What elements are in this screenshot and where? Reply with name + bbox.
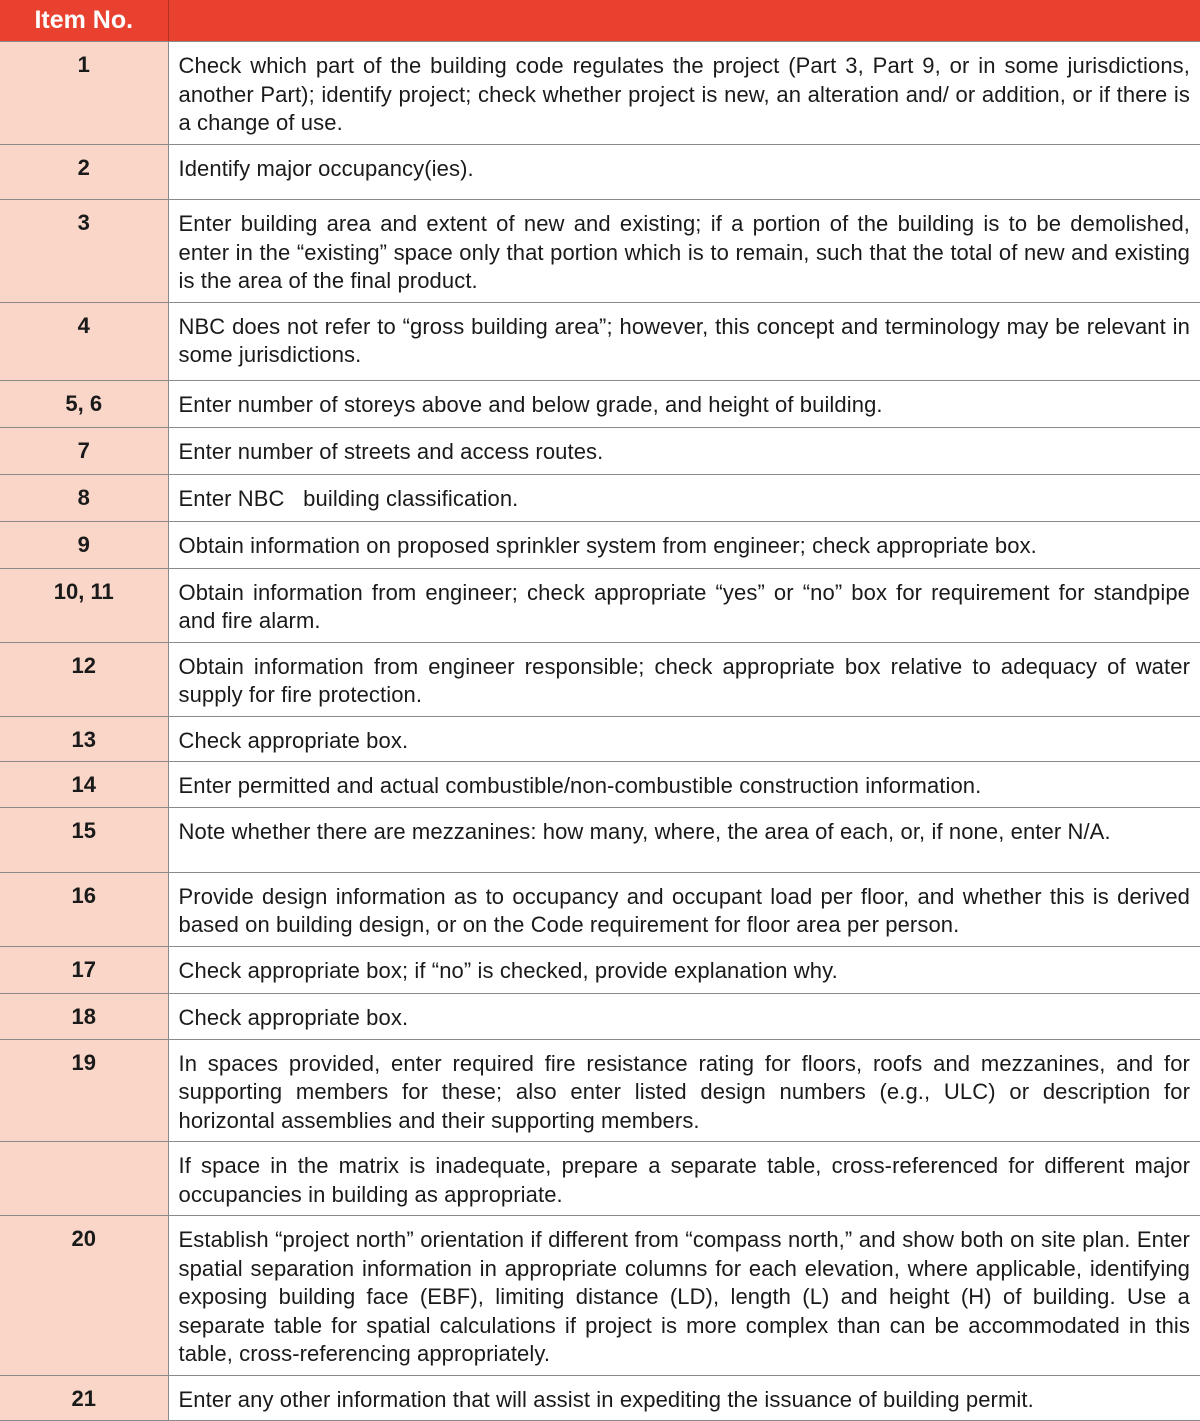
item-number: 3 [0, 200, 168, 303]
item-number: 4 [0, 302, 168, 380]
description-header [168, 0, 1200, 42]
table-row [0, 1375, 1200, 1421]
item-number: 15 [0, 807, 168, 872]
item-number: 20 [0, 1216, 168, 1376]
table-row [0, 145, 1200, 200]
item-description: Obtain information from engineer responsible; check appropriate box relative to adequacy of water supply for fire protection. [168, 642, 1200, 716]
item-description: Check appropriate box. [168, 993, 1200, 1039]
item-description: Check appropriate box; if “no” is checked, provide explanation why. [168, 946, 1200, 993]
item-number: 2 [0, 145, 168, 200]
item-number: 14 [0, 762, 168, 808]
table-row [0, 1039, 1200, 1142]
item-description: Identify major occupancy(ies). [168, 145, 1200, 200]
table-row [0, 642, 1200, 716]
table-row [0, 568, 1200, 642]
item-no-header: Item No. [0, 0, 168, 42]
item-number: 21 [0, 1375, 168, 1421]
item-number [0, 1142, 168, 1216]
item-description: If space in the matrix is inadequate, prepare a separate table, cross-referenced for different major occupancies in building as appropriate. [168, 1142, 1200, 1216]
table-row [0, 42, 1200, 145]
table-row [0, 1216, 1200, 1376]
table-row [0, 200, 1200, 303]
item-number: 10, 11 [0, 568, 168, 642]
table-body [0, 42, 1200, 1421]
item-number: 17 [0, 946, 168, 993]
item-description: Provide design information as to occupancy and occupant load per floor, and whether this is derived based on building design, or on the Code requirement for floor area per person. [168, 872, 1200, 946]
table-row [0, 993, 1200, 1039]
item-description: Enter NBC building classification. [168, 474, 1200, 521]
item-description: Check which part of the building code regulates the project (Part 3, Part 9, or in some jurisdictions, another Part); identify project; check whether project is new, an alteration and/ or addition, or if there is a change of use. [168, 42, 1200, 145]
item-number: 1 [0, 42, 168, 145]
table-row [0, 427, 1200, 474]
item-description: Obtain information from engineer; check appropriate “yes” or “no” box for requirement for standpipe and fire alarm. [168, 568, 1200, 642]
item-number: 7 [0, 427, 168, 474]
item-number: 16 [0, 872, 168, 946]
item-description: Enter permitted and actual combustible/non-combustible construction information. [168, 762, 1200, 808]
item-description: Establish “project north” orientation if different from “compass north,” and show both on site plan. Enter spatial separation information in appropriate columns for each elevation, where applicable, identifying exposing building face (EBF), limiting distance (LD), length (L) and height (H) of building. Use a separate table for spatial calculations if project is more complex than can be accommodated in this table, cross-referencing appropriately. [168, 1216, 1200, 1376]
item-description: Check appropriate box. [168, 716, 1200, 762]
item-number: 8 [0, 474, 168, 521]
item-description: Note whether there are mezzanines: how many, where, the area of each, or, if none, enter N/A. [168, 807, 1200, 872]
header-row [0, 0, 1200, 42]
item-description: Enter any other information that will assist in expediting the issuance of building permit. [168, 1375, 1200, 1421]
item-number: 19 [0, 1039, 168, 1142]
item-number: 9 [0, 521, 168, 568]
table-row [0, 474, 1200, 521]
table-row [0, 716, 1200, 762]
item-description: In spaces provided, enter required fire resistance rating for floors, roofs and mezzanines, and for supporting members for these; also enter listed design numbers (e.g., ULC) or description for horizontal assemblies and their supporting members. [168, 1039, 1200, 1142]
table-row [0, 807, 1200, 872]
table-header [0, 0, 1200, 42]
table-row [0, 762, 1200, 808]
table-row [0, 521, 1200, 568]
table-row [0, 872, 1200, 946]
item-number: 5, 6 [0, 380, 168, 427]
item-description: Enter building area and extent of new and existing; if a portion of the building is to be demolished, enter in the “existing” space only that portion which is to remain, such that the total of new and existing is the area of the final product. [168, 200, 1200, 303]
item-description: Enter number of streets and access routes. [168, 427, 1200, 474]
table-row [0, 302, 1200, 380]
item-description: NBC does not refer to “gross building area”; however, this concept and terminology may be relevant in some jurisdictions. [168, 302, 1200, 380]
item-description: Enter number of storeys above and below grade, and height of building. [168, 380, 1200, 427]
item-number: 13 [0, 716, 168, 762]
table-row [0, 946, 1200, 993]
item-description: Obtain information on proposed sprinkler system from engineer; check appropriate box. [168, 521, 1200, 568]
table-row [0, 380, 1200, 427]
item-number: 12 [0, 642, 168, 716]
table-row [0, 1142, 1200, 1216]
item-number: 18 [0, 993, 168, 1039]
